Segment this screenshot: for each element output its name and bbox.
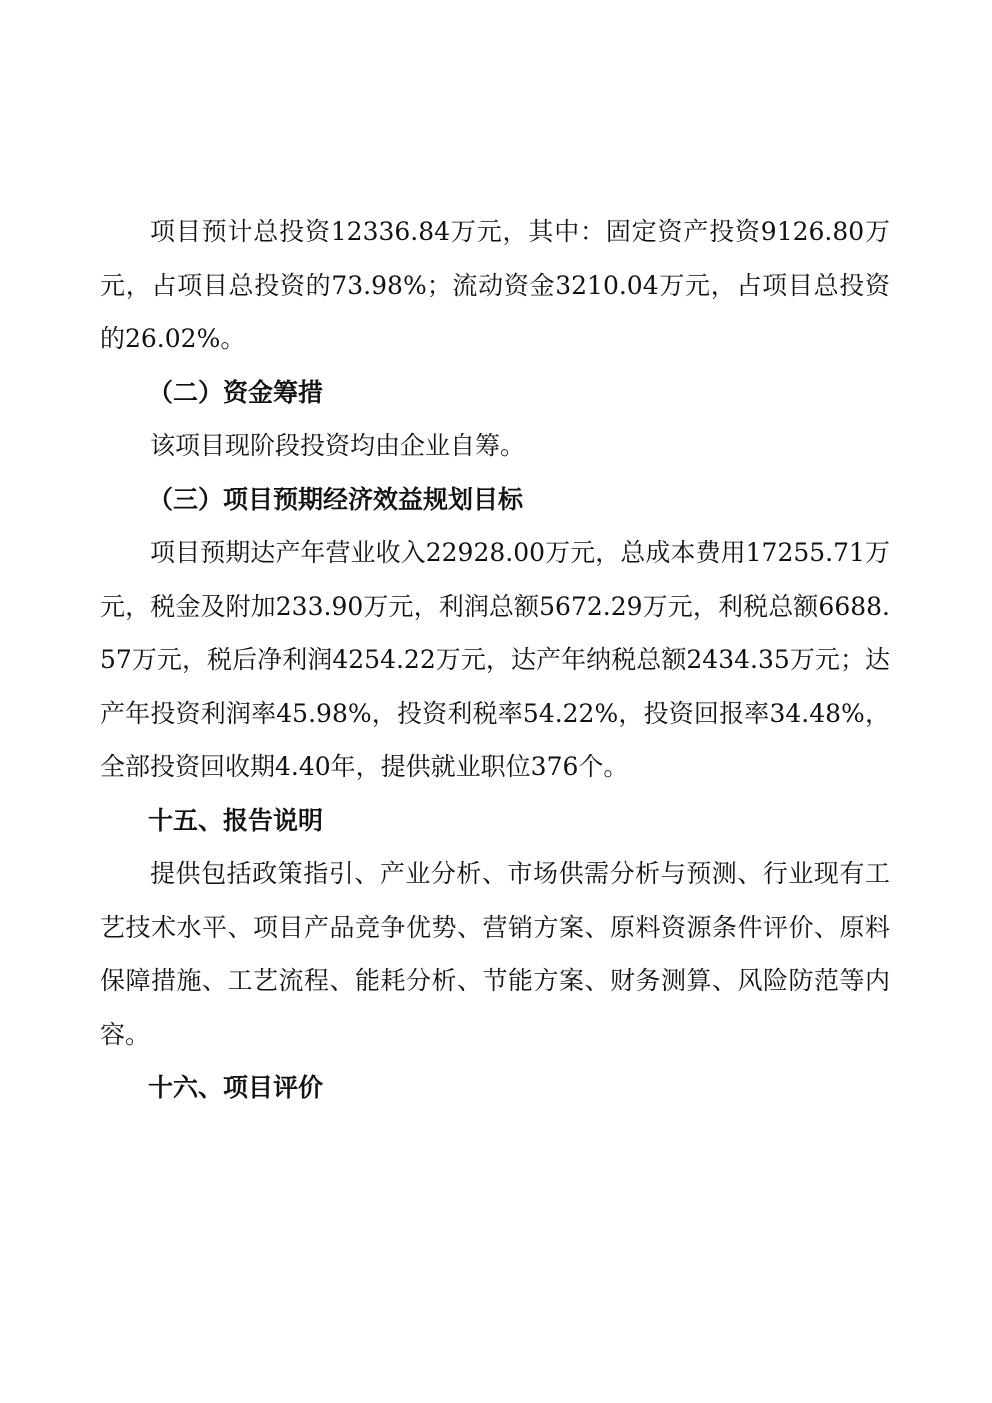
heading-funding: （二）资金筹措	[148, 377, 324, 407]
para-report-notes: 提供包括政策指引、产业分析、市场供需分析与预测、行业现有工艺技术水平、项目产品竞争优势、营销方案、原料资源条件评价、原料保障措施、工艺流程、能耗分析、节能方案、财务测算、风险防范等内容。	[100, 859, 890, 1049]
para-investment-total: 项目预计总投资12336.84万元，其中：固定资产投资9126.80万元，占项目总投资的73.98%；流动资金3210.04万元，占项目总投资的26.02%。	[100, 217, 890, 353]
heading-economic-goals: （三）项目预期经济效益规划目标	[148, 484, 524, 514]
para-economic-goals: 项目预期达产年营业收入22928.00万元，总成本费用17255.71万元，税金及附加233.90万元，利润总额5672.29万元，利税总额6688.57万元，税后净利润4254.22万元，达产年纳税总额2434.35万元；达产年投资利润率45.98%，投资利税率54.22%，投资回报率34.48%，全部投资回收期4.40年，提供就业职位376个。	[100, 538, 890, 781]
document-body	[100, 205, 890, 1115]
heading-report-notes: 十五、报告说明	[148, 805, 324, 835]
heading-project-evaluation: 十六、项目评价	[148, 1073, 324, 1102]
para-funding: 该项目现阶段投资均由企业自筹。	[150, 431, 526, 460]
